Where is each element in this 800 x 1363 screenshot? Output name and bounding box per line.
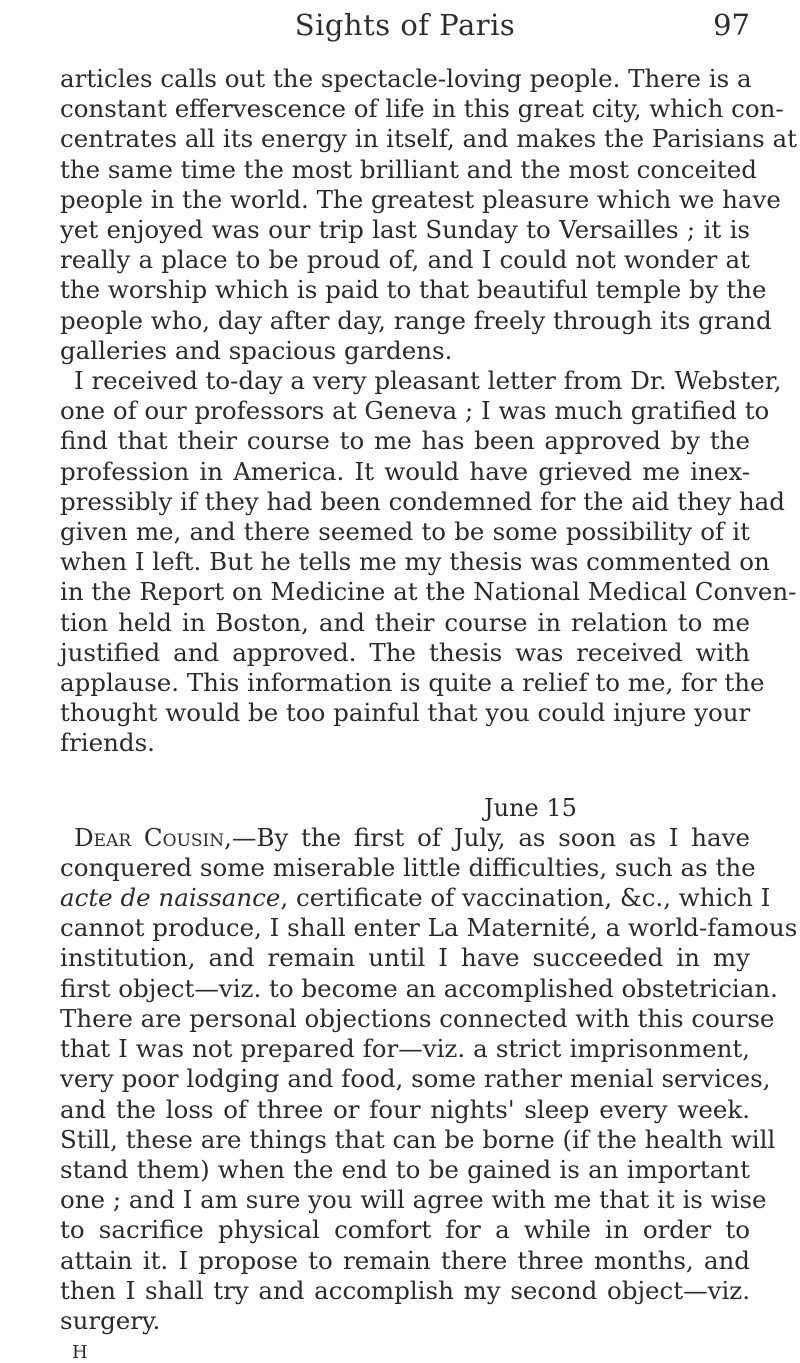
text-line [60, 883, 771, 913]
text-line: pressibly if they had been condemned for the aid they had [60, 486, 785, 516]
text-line: articles calls out the spectacle-loving people. There is a [60, 64, 752, 93]
text-line: and the loss of three or four nights' sleep every week. [60, 1094, 750, 1124]
text-line: There are personal objections connected with this course [60, 1003, 775, 1033]
letter-body [60, 822, 798, 1336]
text-fragment: —By the first of July, as soon as I have [231, 822, 751, 852]
text-line: people in the world. The greatest pleasure which we have [60, 184, 781, 214]
text-line: the worship which is paid to that beautiful temple by the [60, 275, 767, 305]
text-line: first object—viz. to become an accomplished obstetrician. [60, 973, 778, 1003]
text-line: applause. This information is quite a relief to me, for the [60, 668, 765, 698]
book-page [60, 0, 798, 1363]
text-line: stand them) when the end to be gained is an important [60, 1154, 750, 1184]
running-head [60, 0, 750, 52]
text-line: justified and approved. The thesis was received with [60, 637, 750, 667]
text-line: constant effervescence of life in this great city, which con- [60, 94, 784, 124]
paragraph-continuation [60, 64, 797, 366]
text-line: surgery. [60, 1305, 161, 1335]
text-line: conquered some miserable little difficulties, such as the [60, 852, 756, 882]
text-line: profession in America. It would have grieved me inex- [60, 456, 750, 486]
salutation: Dear Cousin, [74, 822, 232, 852]
text-line: galleries and spacious gardens. [60, 335, 453, 365]
paragraph-webster-letter [60, 366, 797, 759]
text-line: cannot produce, I shall enter La Maternité, a world-famous [60, 913, 798, 943]
text-line: when I left. But he tells me my thesis was commented on [60, 547, 770, 577]
text-line: people who, day after day, range freely through its grand [60, 305, 772, 335]
text-line: the same time the most brilliant and the most conceited [60, 154, 757, 184]
signature-mark: H [72, 1342, 88, 1363]
text-line: one ; and I am sure you will agree with me that it is wise [60, 1185, 767, 1215]
text-line: Still, these are things that can be borne (if the health will [60, 1124, 776, 1154]
text-line: yet enjoyed was our trip last Sunday to Versailles ; it is [60, 215, 750, 245]
text-line: then I shall try and accomplish my second object—viz. [60, 1275, 750, 1305]
text-line: very poor lodging and food, some rather menial services, [60, 1064, 771, 1094]
text-line: attain it. I propose to remain there three months, and [60, 1245, 750, 1275]
text-line [60, 823, 750, 853]
text-line: in the Report on Medicine at the National Medical Conven- [60, 577, 797, 607]
italic-phrase: acte de naissance [60, 883, 281, 913]
text-line: really a place to be proud of, and I could not wonder at [60, 245, 750, 275]
text-line: that I was not prepared for—viz. a strict imprisonment, [60, 1034, 750, 1064]
text-line: I received to-day a very pleasant letter from Dr. Webster, [74, 366, 782, 396]
text-line: institution, and remain until I have succeeded in my [60, 943, 750, 973]
text-line: one of our professors at Geneva ; I was much gratified to [60, 396, 770, 426]
text-fragment: , certificate of vaccination, &c., which I [280, 883, 771, 913]
text-line: friends. [60, 728, 155, 758]
text-line: find that their course to me has been approved by the [60, 426, 750, 456]
text-line: to sacrifice physical comfort for a while in order to [60, 1215, 750, 1245]
text-line: given me, and there seemed to be some possibility of it [60, 517, 750, 547]
text-line: centrates all its energy in itself, and makes the Parisians at [60, 124, 797, 154]
text-line: thought would be too painful that you could injure your [60, 698, 751, 728]
running-title: Sights of Paris [294, 8, 516, 42]
page-number: 97 [713, 8, 750, 42]
text-line: tion held in Boston, and their course in relation to me [60, 607, 750, 637]
letter-date: June 15 [484, 793, 577, 822]
